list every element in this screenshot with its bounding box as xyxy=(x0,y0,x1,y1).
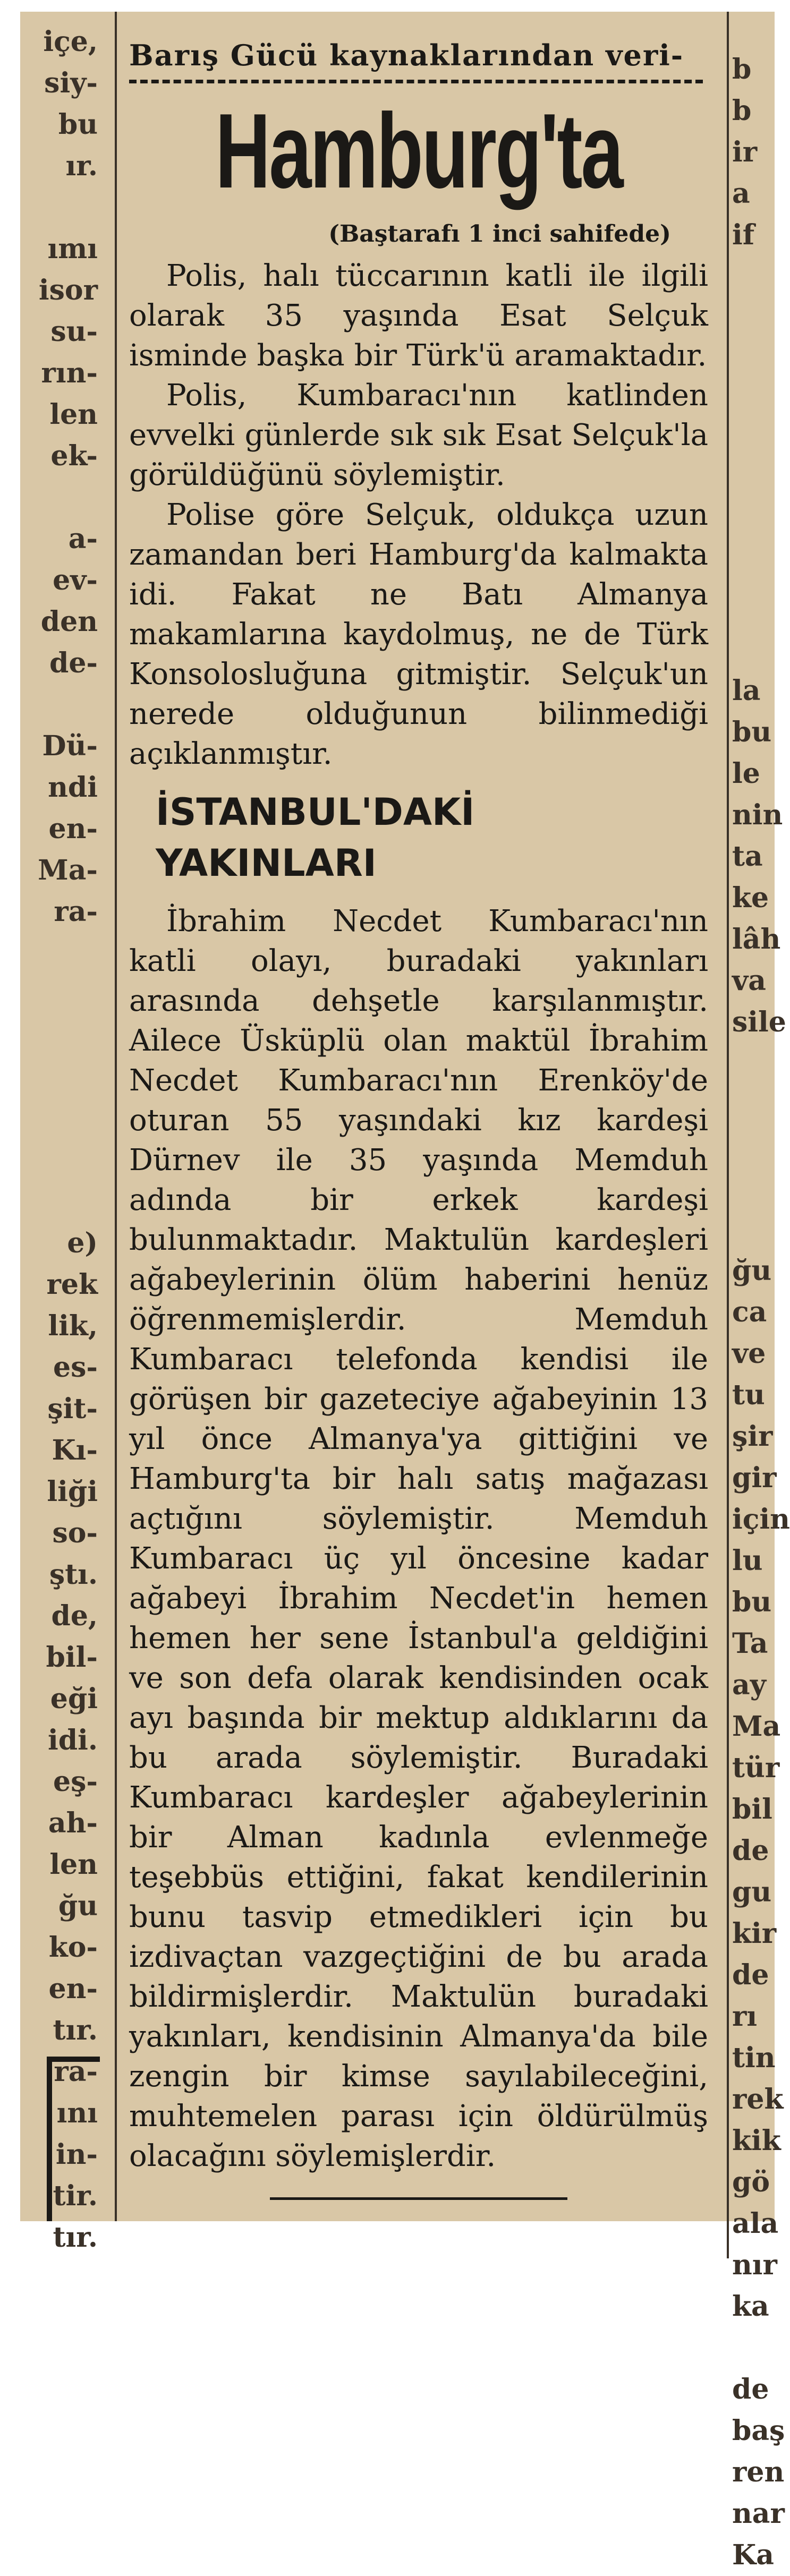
left-fragment xyxy=(20,933,100,974)
left-fragment: ra- xyxy=(54,895,98,928)
right-fragment xyxy=(732,297,775,339)
right-fragment: tin xyxy=(732,2042,776,2074)
left-fragment: tir. xyxy=(53,2180,98,2212)
right-fragment: va xyxy=(732,965,766,997)
right-fragment xyxy=(732,339,775,380)
right-fragment: if xyxy=(732,219,755,251)
subheading xyxy=(156,787,708,889)
left-fragment: Dü- xyxy=(42,730,98,762)
right-fragment: için xyxy=(732,1503,790,1536)
right-fragment xyxy=(732,1209,775,1250)
right-fragment: Ma xyxy=(732,1710,781,1743)
left-fragment xyxy=(20,187,100,228)
headline: Hamburg'ta xyxy=(215,92,622,210)
left-fragment: şit- xyxy=(47,1393,98,1425)
right-fragment: gu xyxy=(732,1876,772,1908)
right-fragment: ta xyxy=(732,840,763,873)
left-fragment: ştı. xyxy=(49,1558,98,1591)
right-fragment: le xyxy=(732,757,760,790)
left-fragment: idi. xyxy=(48,1724,98,1756)
left-fragment xyxy=(20,477,100,518)
right-fragment: nin xyxy=(732,799,783,831)
left-fragment: a- xyxy=(68,523,98,555)
left-fragment: tır. xyxy=(53,2014,98,2046)
left-fragment: ah- xyxy=(48,1807,98,1839)
right-fragment: bil xyxy=(732,1793,772,1826)
right-fragment xyxy=(732,463,775,505)
subheading-line: İSTANBUL'DAKİ xyxy=(156,790,475,834)
paragraph: Polis, halı tüccarının katli ile ilgili olarak 35 yaşında Esat Selçuk isminde başka bir Türk'ü aramaktadır. xyxy=(129,259,708,373)
left-fragment: isor xyxy=(38,274,98,306)
right-fragment xyxy=(732,1043,775,1085)
left-fragment: ra- xyxy=(54,2055,98,2088)
right-fragment xyxy=(732,2327,775,2369)
right-fragment: de xyxy=(732,1959,769,1991)
left-fragment: de- xyxy=(49,647,98,679)
left-fragment: den xyxy=(40,605,98,638)
paragraph: Polis, Kumbaracı'nın katlinden evvelki günlerde sık sık Esat Selçuk'la görüldüğünü söylemiştir. xyxy=(129,378,708,492)
right-fragment xyxy=(732,1085,775,1126)
left-fragment: siy- xyxy=(44,67,98,99)
right-fragment: gir xyxy=(732,1462,777,1494)
right-fragment: ğu xyxy=(732,1255,772,1287)
subheading-line: YAKINLARI xyxy=(156,841,377,885)
left-fragment: su- xyxy=(50,315,98,348)
adjacent-column-right xyxy=(727,12,790,2571)
left-fragment xyxy=(20,1140,100,1181)
left-fragment: tır. xyxy=(53,2221,98,2254)
column-divider-left xyxy=(115,12,117,2221)
left-fragment: bil- xyxy=(46,1641,98,1674)
left-fragment xyxy=(20,1016,100,1057)
right-fragment: ala xyxy=(732,2207,779,2240)
right-fragment xyxy=(732,1126,775,1167)
left-fragment: Kı- xyxy=(52,1434,98,1466)
left-fragment: lik, xyxy=(48,1310,98,1342)
right-fragment: b xyxy=(732,95,752,127)
right-fragment: nır xyxy=(732,2249,777,2281)
previous-article-tail: Barış Gücü kaynaklarından veri- xyxy=(129,38,684,72)
right-fragment: lu xyxy=(732,1545,763,1577)
left-fragment xyxy=(20,1181,100,1223)
right-fragment xyxy=(732,422,775,463)
right-fragment xyxy=(732,546,775,587)
left-fragment: içe, xyxy=(43,25,98,58)
right-fragment: şir xyxy=(732,1420,773,1453)
continuation-note: (Baştarafı 1 inci sahifede) xyxy=(328,220,671,248)
left-fragment: ko- xyxy=(48,1931,98,1964)
right-fragment: bu xyxy=(732,716,772,748)
right-fragment: la xyxy=(732,675,761,707)
left-fragment: en- xyxy=(48,1973,98,2005)
paragraph: İbrahim Necdet Kumbaracı'nın katli olayı, buradaki yakınları arasında dehşetle karşılanmıştır. Ailece Üsküplü olan maktül İbrahim Necdet Kumbaracı'nın Erenköy'de oturan 55 yaşındaki kız kardeşi Dürnev ile 35 yaşında Memduh adında bir erkek kardeşi bulunmaktadır. Maktulün kardeşleri ağabeylerinin ölüm haberini henüz öğrenmemişlerdir. Memduh Kumbaracı telefonda kendisi ile görüşen bir gazeteciye ağabeyinin 13 yıl önce Almanya'ya gittiğini ve Hamburg'ta bir halı satış mağazası açtığını söylemiştir. Memduh Kumbaracı üç yıl öncesine kadar ağabeyi İbrahim Necdet'in hemen hemen her sene İstanbul'a geldiğini ve son defa olarak kendisinden ocak ayı başında bir mektup aldıklarını da bu arada söylemiştir. Buradaki Kumbaracı kardeşler ağabeylerinin bir Alman kadınla evlenmeğe teşebbüs ettiğini, fakat kendilerinin bunu tasvip etmedikleri için bu izdivaçtan vazgeçtiğini de bu arada bildirmişlerdir. Maktulün buradaki yakınları, kendisinin Almanya'da bile zengin bir kimse sayılabileceğini, muhtemelen parası için öldürülmüş olacağını söylemişlerdir. xyxy=(129,904,708,2173)
left-fragment: ndi xyxy=(48,771,98,804)
right-fragment: lâh xyxy=(732,923,781,956)
left-fragment: Ma- xyxy=(38,854,98,886)
right-fragment: Ta xyxy=(732,1627,768,1660)
right-fragment: sile xyxy=(732,1006,786,1038)
left-fragment xyxy=(20,1057,100,1098)
right-fragment: nar xyxy=(732,2497,785,2530)
right-fragment: tu xyxy=(732,1379,765,1411)
right-fragment: baş xyxy=(732,2415,785,2447)
right-fragment xyxy=(732,380,775,422)
left-fragment: bu xyxy=(58,108,98,141)
right-fragment xyxy=(732,629,775,670)
left-fragment: es- xyxy=(53,1351,98,1384)
left-fragment: ını xyxy=(56,2097,98,2129)
right-fragment: de xyxy=(732,2373,769,2406)
left-fragment: ek- xyxy=(50,440,98,472)
left-fragment xyxy=(20,1098,100,1140)
left-fragment: ğu xyxy=(58,1890,98,1922)
left-fragment: rın- xyxy=(41,357,98,389)
right-fragment: ka xyxy=(732,2290,769,2323)
left-fragment: liği xyxy=(47,1475,98,1508)
left-fragment: len xyxy=(49,398,98,431)
dashed-rule xyxy=(129,80,703,83)
right-fragment xyxy=(732,256,775,297)
left-fragment: de, xyxy=(51,1600,98,1632)
right-fragment: ve xyxy=(732,1337,766,1370)
newspaper-clipping xyxy=(20,12,790,2571)
left-fragment: rek xyxy=(46,1268,98,1301)
right-fragment: ke xyxy=(732,882,769,914)
bottom-frame-corner xyxy=(47,2057,100,2221)
left-fragment: in- xyxy=(55,2138,98,2171)
left-fragment: len xyxy=(49,1848,98,1881)
paragraph: Polise göre Selçuk, oldukça uzun zamandan beri Hamburg'da kalmakta idi. Fakat ne Batı Almanya makamlarına kaydolmuş, ne de Türk Konsolosluğuna gitmiştir. Selçuk'un nerede olduğunun bilinmediği açıklanmıştır. xyxy=(129,498,708,771)
left-fragment xyxy=(20,974,100,1016)
left-fragment: e) xyxy=(67,1227,98,1259)
right-fragment: rı xyxy=(732,2000,758,2033)
right-fragment xyxy=(732,505,775,546)
right-fragment: gö xyxy=(732,2166,770,2198)
right-fragment: bu xyxy=(732,1586,772,1618)
left-fragment: en- xyxy=(48,813,98,845)
end-rule xyxy=(270,2197,567,2200)
right-fragment: rek xyxy=(732,2083,784,2116)
right-fragment: ca xyxy=(732,1296,767,1328)
left-fragment xyxy=(20,684,100,726)
right-fragment: kir xyxy=(732,1917,777,1950)
right-fragment: ren xyxy=(732,2456,785,2488)
article-column xyxy=(129,12,708,2242)
right-fragment: kik xyxy=(732,2125,781,2157)
left-fragment: ımı xyxy=(47,233,98,265)
adjacent-column-left xyxy=(20,12,100,2254)
left-fragment: eş- xyxy=(53,1765,98,1798)
right-fragment: ay xyxy=(732,1669,766,1701)
right-fragment: a xyxy=(732,177,750,210)
left-fragment: eği xyxy=(50,1683,98,1715)
right-fragment xyxy=(732,1167,775,1209)
left-fragment: so- xyxy=(52,1517,98,1549)
left-fragment: ev- xyxy=(53,564,98,596)
right-fragment: de xyxy=(732,1835,769,1867)
right-fragment: tür xyxy=(732,1752,780,1784)
right-fragment: ir xyxy=(732,136,758,168)
right-fragment: Ka xyxy=(732,2539,774,2571)
left-fragment: ır. xyxy=(65,150,98,182)
right-fragment: b xyxy=(732,53,752,86)
right-fragment xyxy=(732,587,775,629)
next-headline-fragment xyxy=(278,2205,708,2242)
